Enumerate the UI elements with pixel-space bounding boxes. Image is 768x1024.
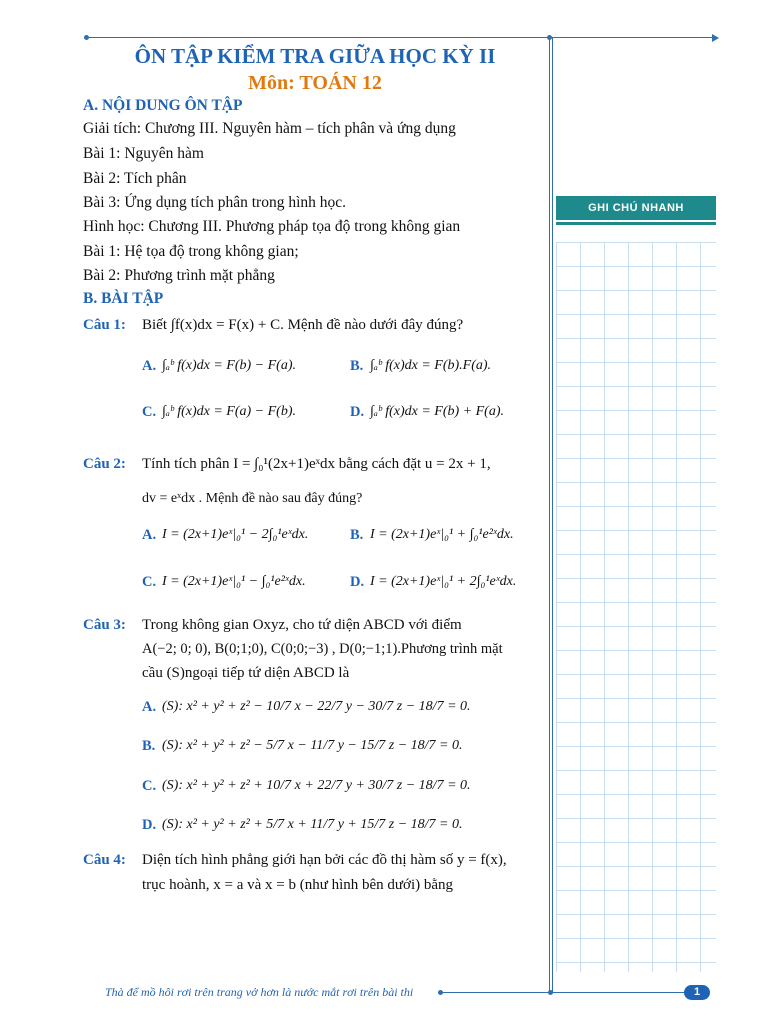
page-title: ÔN TẬP KIỂM TRA GIỮA HỌC KỲ II bbox=[134, 44, 496, 68]
question-text: Trong không gian Oxyz, cho tứ diện ABCD với điểm bbox=[142, 617, 462, 633]
top-rule-arrow bbox=[712, 34, 719, 42]
option-label: B. bbox=[350, 527, 364, 543]
note-grid-dots bbox=[556, 242, 716, 972]
option-text: ∫ₐᵇ f(x)dx = F(a) − F(b). bbox=[162, 404, 296, 419]
column-divider-2 bbox=[552, 37, 553, 992]
question-text-line2: dv = eˣdx . Mệnh đề nào sau đây đúng? bbox=[142, 491, 363, 506]
option-text: I = (2x+1)eˣ|₀¹ + 2∫₀¹eˣdx. bbox=[370, 574, 517, 589]
content-line: Bài 3: Ứng dụng tích phân trong hình học. bbox=[83, 194, 347, 211]
question-text-line2: A(−2; 0; 0), B(0;1;0), C(0;0;−3) , D(0;−1;1).Phương trình mặt bbox=[142, 641, 503, 657]
content-line: Hình học: Chương III. Phương pháp tọa độ trong không gian bbox=[83, 218, 461, 235]
section-b-heading: B. BÀI TẬP bbox=[83, 290, 164, 307]
option-label: B. bbox=[350, 358, 364, 374]
top-rule-dot bbox=[84, 35, 89, 40]
option-label: A. bbox=[142, 527, 157, 543]
bottom-rule-dot-mid bbox=[548, 990, 553, 995]
option-label: A. bbox=[142, 699, 157, 715]
option-text: ∫ₐᵇ f(x)dx = F(b) − F(a). bbox=[162, 358, 296, 373]
option-text: ∫ₐᵇ f(x)dx = F(b) + F(a). bbox=[370, 404, 504, 419]
column-divider bbox=[549, 37, 550, 992]
option-label: D. bbox=[350, 574, 365, 590]
option-text: (S): x² + y² + z² + 5/7 x + 11/7 y + 15/7 z − 18/7 = 0. bbox=[162, 817, 463, 832]
option-label: B. bbox=[142, 738, 156, 754]
bottom-rule-dot-left bbox=[438, 990, 443, 995]
question-label: Câu 1: bbox=[83, 317, 126, 333]
option-label: D. bbox=[350, 404, 365, 420]
page-number-badge: 1 bbox=[684, 985, 710, 1000]
question-label: Câu 4: bbox=[83, 852, 126, 868]
content-line: Giải tích: Chương III. Nguyên hàm – tích phân và ứng dụng bbox=[83, 120, 456, 137]
option-label: C. bbox=[142, 404, 157, 420]
footer-quote: Thà để mồ hôi rơi trên trang vở hơn là nước mắt rơi trên bài thi bbox=[105, 985, 414, 999]
question-text: Diện tích hình phẳng giới hạn bởi các đồ thị hàm số y = f(x), bbox=[142, 852, 507, 868]
option-text: ∫ₐᵇ f(x)dx = F(b).F(a). bbox=[370, 358, 492, 373]
top-rule bbox=[86, 37, 714, 38]
question-text: Tính tích phân I = ∫₀¹(2x+1)eˣdx bằng cách đặt u = 2x + 1, bbox=[142, 456, 491, 472]
question-label: Câu 3: bbox=[83, 617, 126, 633]
content-line: Bài 2: Tích phân bbox=[83, 170, 187, 187]
option-text: (S): x² + y² + z² − 5/7 x − 11/7 y − 15/7 z − 18/7 = 0. bbox=[162, 738, 463, 753]
option-text: I = (2x+1)eˣ|₀¹ − ∫₀¹e²ˣdx. bbox=[162, 574, 306, 589]
question-label: Câu 2: bbox=[83, 456, 126, 472]
bottom-rule bbox=[440, 992, 705, 993]
content-line: Bài 2: Phương trình mặt phẳng bbox=[83, 267, 275, 284]
question-text-line3: cầu (S)ngoại tiếp tứ diện ABCD là bbox=[142, 665, 350, 681]
option-label: D. bbox=[142, 817, 157, 833]
page-subtitle: Môn: TOÁN 12 bbox=[248, 72, 382, 94]
content-line: Bài 1: Hệ tọa độ trong không gian; bbox=[83, 243, 299, 260]
quick-note-header: GHI CHÚ NHANH bbox=[556, 196, 716, 220]
option-text: (S): x² + y² + z² + 10/7 x + 22/7 y + 30/7 z − 18/7 = 0. bbox=[162, 778, 471, 793]
option-text: I = (2x+1)eˣ|₀¹ + ∫₀¹e²ˣdx. bbox=[370, 527, 514, 542]
option-label: C. bbox=[142, 574, 157, 590]
section-a-heading: A. NỘI DUNG ÔN TẬP bbox=[83, 97, 243, 114]
option-label: A. bbox=[142, 358, 157, 374]
option-label: C. bbox=[142, 778, 157, 794]
option-text: I = (2x+1)eˣ|₀¹ − 2∫₀¹eˣdx. bbox=[162, 527, 309, 542]
option-text: (S): x² + y² + z² − 10/7 x − 22/7 y − 30/7 z − 18/7 = 0. bbox=[162, 699, 471, 714]
content-line: Bài 1: Nguyên hàm bbox=[83, 145, 204, 162]
quick-note-underline bbox=[556, 222, 716, 225]
question-text-line2: trục hoành, x = a và x = b (như hình bên dưới) bằng bbox=[142, 877, 454, 893]
question-text: Biết ∫f(x)dx = F(x) + C. Mệnh đề nào dưới đây đúng? bbox=[142, 317, 464, 333]
